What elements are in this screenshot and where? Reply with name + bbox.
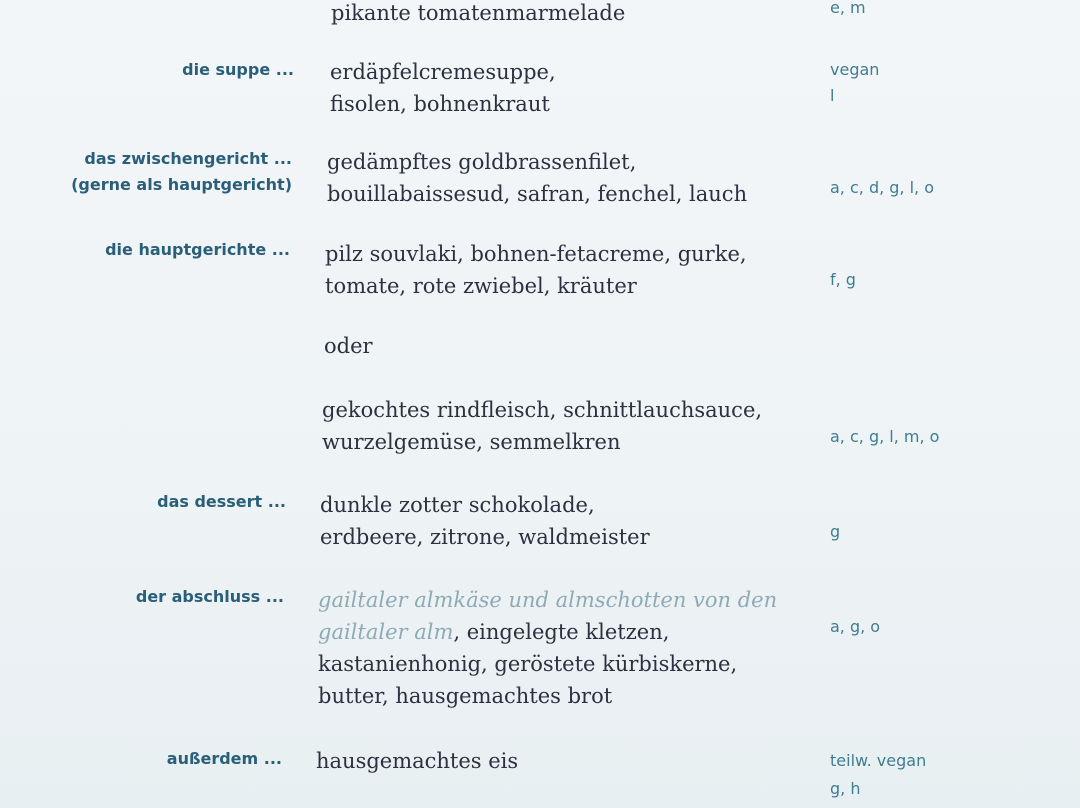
allergens-extra: g, h (830, 779, 861, 798)
allergens-soup: l (830, 86, 835, 105)
dish-mains-2: gekochtes rindfleisch, schnittlauchsauce, wurzelgemüse, semmelkren (322, 398, 763, 454)
allergens-closing: a, g, o (830, 617, 881, 636)
label-extra: außerdem ... (166, 749, 282, 768)
allergens-mains: f, g (830, 270, 856, 289)
label-dessert: das dessert ... (157, 492, 286, 511)
allergens-top: e, m (830, 0, 866, 17)
label-closing: der abschluss ... (135, 587, 284, 606)
or-separator: oder (324, 334, 373, 358)
label-intermediate: das zwischengericht ... (gerne als hauptgericht) (71, 149, 292, 194)
dish-extra: hausgemachtes eis (316, 749, 519, 773)
dish-soup: erdäpfelcremesuppe, fisolen, bohnenkraut (330, 60, 556, 116)
label-soup: die suppe ... (182, 60, 294, 79)
dish-intermediate: gedämpftes goldbrassenfilet, bouillabaissesud, safran, fenchel, lauch (327, 150, 748, 206)
dish-dessert: dunkle zotter schokolade, erdbeere, zitrone, waldmeister (320, 493, 650, 549)
tag-extra: teilw. vegan (830, 751, 927, 770)
label-mains: die hauptgerichte ... (105, 240, 290, 259)
dish-closing: gailtaler almkäse und almschotten von den gailtaler alm, eingelegte kletzen, kastanienhonig, geröstete kürbiskerne, butter, hausgemachtes brot (318, 588, 778, 708)
dish-top: pikante tomatenmarmelade (331, 1, 626, 25)
dish-mains: pilz souvlaki, bohnen-fetacreme, gurke, tomate, rote zwiebel, kräuter (325, 242, 747, 298)
tag-soup: vegan (830, 60, 880, 79)
allergens-mains-2: a, c, g, l, m, o (830, 427, 940, 446)
allergens-intermediate: a, c, d, g, l, o (830, 178, 935, 197)
allergens-dessert: g (830, 522, 841, 541)
